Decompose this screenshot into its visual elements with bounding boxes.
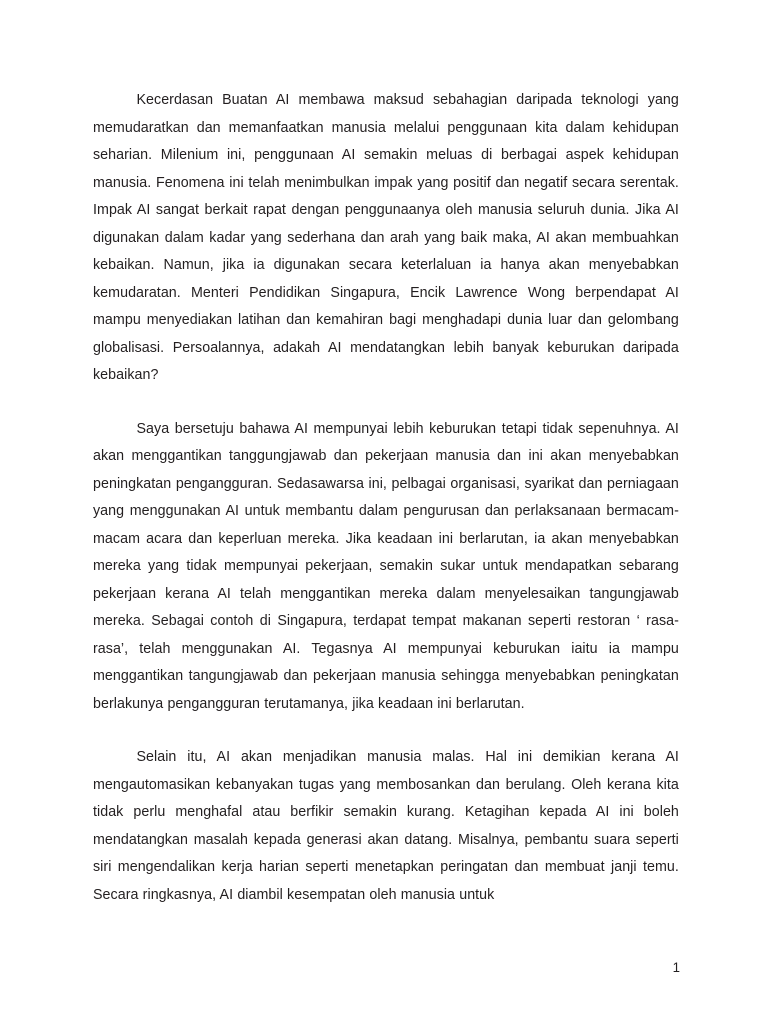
paragraph-3: Selain itu, AI akan menjadikan manusia malas. Hal ini demikian kerana AI mengautomasikan kebanyakan tugas yang membosankan dan berulang. Oleh kerana kita tidak perlu menghafal atau berfikir semakin kurang. Ketagihan kepada AI ini boleh mendatangkan masalah kepada generasi akan datang. Misalnya, pembantu suara seperti siri mengendalikan kerja harian seperti menetapkan peringatan dan membuat janji temu. Secara ringkasnya, AI diambil kesempatan oleh manusia untuk	[93, 748, 679, 903]
paragraph-2: Saya bersetuju bahawa AI mempunyai lebih keburukan tetapi tidak sepenuhnya. AI akan menggantikan tanggungjawab dan pekerjaan manusia dan ini akan menyebabkan peningkatan pengangguran. Sedasawarsa ini, pelbagai organisasi, syarikat dan perniagaan yang menggunakan AI untuk membantu dalam pengurusan dan perlaksanaan bermacam-macam acara dan keperluan mereka. Jika keadaan ini berlarutan, ia akan menyebabkan mereka yang tidak mempunyai pekerjaan, semakin sukar untuk mendapatkan sebarang pekerjaan kerana AI telah menggantikan mereka dalam menyelesaikan tangungjawab mereka. Sebagai contoh di Singapura, terdapat tempat makanan seperti restoran ‘ rasa-rasa’, telah menggunakan AI. Tegasnya AI mempunyai keburukan iaitu ia mampu menggantikan tangungjawab dan pekerjaan manusia sehingga menyebabkan peningkatan berlakunya pengangguran terutamanya, jika keadaan ini berlarutan.	[93, 419, 679, 712]
paragraph-1: Kecerdasan Buatan AI membawa maksud sebahagian daripada teknologi yang memudaratkan dan memanfaatkan manusia melalui penggunaan kita dalam kehidupan seharian. Milenium ini, penggunaan AI semakin meluas di berbagai aspek kehidupan manusia. Fenomena ini telah menimbulkan impak yang positif dan negatif secara serentak. Impak AI sangat berkait rapat dengan penggunaanya oleh manusia seluruh dunia. Jika AI digunakan dalam kadar yang sederhana dan arah yang baik maka, AI akan membuahkan kebaikan. Namun, jika ia digunakan secara keterlaluan ia hanya akan menyebabkan kemudaratan. Menteri Pendidikan Singapura, Encik Lawrence Wong berpendapat AI mampu menyediakan latihan dan kemahiran bagi menghadapi dunia luar dan gelombang globalisasi. Persoalannya, adakah AI mendatangkan lebih banyak keburukan daripada kebaikan?	[93, 91, 679, 383]
page-number: 1	[672, 959, 680, 975]
document-text-column	[93, 86, 679, 908]
